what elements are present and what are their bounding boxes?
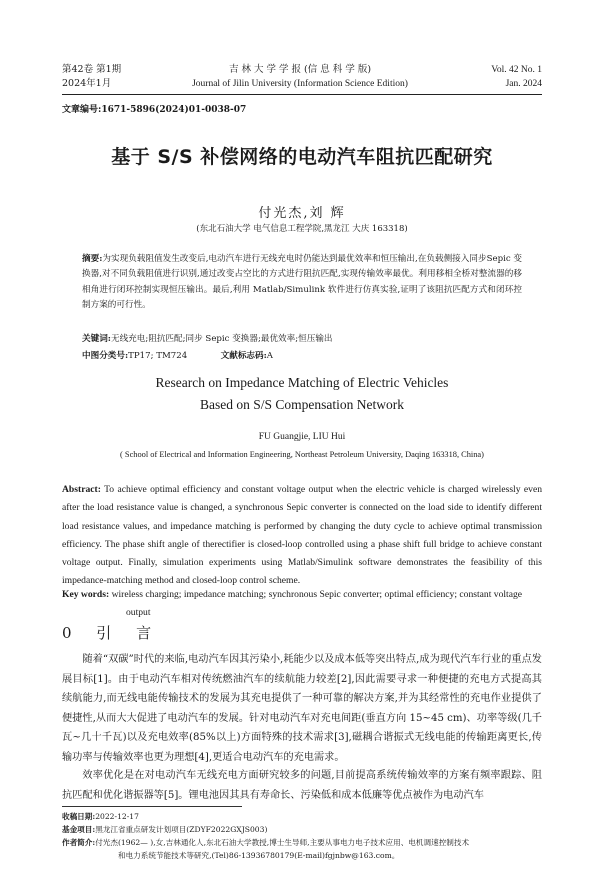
authors-cn: 付光杰,刘 辉 xyxy=(258,206,346,221)
header-center xyxy=(150,63,450,91)
author-bio-line1: 付光杰(1962— ),女,吉林通化人,东北石油大学教授,博士生导师,主要从事电力电子技术应用、电机调速控制技术 xyxy=(95,838,470,847)
intro-paragraph-1: 随着“双碳”时代的来临,电动汽车因其污染小,耗能少以及成本低等突出特点,成为现代汽车行业的重点发展目标[1]。由于电动汽车相对传统燃油汽车的续航能力较差[2],因此需要寻求一种便捷的充电方式提高其续航能力,而无线电能传输技术的发展为其充电提供了一种可靠的解决方案,并为其经常性的充电作业提供了便捷性,从而大大促进了电动汽车的发展。针对电动汽车对充电间距(垂直方向 15~45 cm)、功率等级(几千瓦~几十千瓦)以及充电效率(85%以上)方面特殊的技术需求[3],磁耦合谐振式无线电能的传输距离更长,传输功率与传输效率也更为理想[4],更适合电动汽车的充电需求。 xyxy=(62,654,542,763)
classification-cn xyxy=(82,349,273,361)
footnote-fund xyxy=(62,823,542,836)
abstract-en xyxy=(62,481,542,591)
received-label: 收稿日期: xyxy=(62,812,96,821)
section-heading-introduction: 0 引 言 xyxy=(62,624,162,642)
author-bio-label: 作者简介: xyxy=(62,838,96,847)
received-date: 2022-12-17 xyxy=(95,812,139,821)
title-en-line1: Research on Impedance Matching of Electric Vehicles xyxy=(155,375,449,390)
doc-code-label: 文献标志码: xyxy=(220,351,267,361)
intro-paragraph-2: 效率优化是在对电动汽车无线充电方面研究较多的问题,目前提高系统传输效率的方案有频率跟踪、阻抗匹配和优化谐振器等[5]。锂电池因其具有寿命长、污染低和成本低廉等优点被作为电动汽车 xyxy=(62,770,542,801)
journal-name-cn: 吉 林 大 学 学 报 (信 息 科 学 版) xyxy=(228,64,372,75)
keywords-en-label: Key words: xyxy=(62,589,110,600)
abstract-cn-label: 摘要: xyxy=(82,254,103,264)
keywords-en xyxy=(62,586,542,622)
abstract-cn-text: 为实现负载阻值发生改变后,电动汽车进行无线充电时仍能达到最优效率和恒压输出,在负载侧接入同步Sepic 变换器,对不同负载阻值进行识别,通过改变占空比的方式进行阻抗匹配,实现传输效率最优。利用移相全桥对整流器的移相角进行闭环控制实现恒压输出。最后,利用 Matlab/Simulink 软件进行仿真实验,证明了该阻抗匹配方式和闭环控制方案的可行性。 xyxy=(82,254,522,311)
date-en: Jan. 2024 xyxy=(505,79,542,89)
title-cn: 基于 S/S 补偿网络的电动汽车阻抗匹配研究 xyxy=(111,146,493,168)
footnotes xyxy=(62,810,542,862)
abstract-en-text: To achieve optimal efficiency and constant voltage output when the electric vehicle is charged wirelessly even after the load resistance value is changed, a synchronous Sepic converter is connected on the load side to identify different load resistance values, and impedance matching is performed by changing the duty cycle to achieve optimal transmission efficiency. The phase shift angle of therectifier is closed-loop controlled using a phase shift full bridge to achieve constant voltage output. Finally, simulation experiments using Matlab/Simulink software demonstrates the feasibility of this impedance-matching method and closed-loop control scheme. xyxy=(62,484,542,587)
abstract-en-label: Abstract: xyxy=(62,484,101,495)
date-cn: 2024年1月 xyxy=(62,78,112,89)
header-right xyxy=(491,63,542,91)
header-rule xyxy=(62,94,542,95)
keywords-cn-text: 无线充电;阻抗匹配;同步 Sepic 变换器;最优效率;恒压输出 xyxy=(110,334,333,344)
header-left xyxy=(62,63,121,91)
keywords-cn-label: 关键词: xyxy=(82,334,111,344)
footnote-received xyxy=(62,810,542,823)
keywords-en-text: wireless charging; impedance matching; synchronous Sepic converter; optimal efficiency; constant voltage output xyxy=(111,589,523,618)
fund-label: 基金项目: xyxy=(62,825,96,834)
footnote-author xyxy=(62,836,542,849)
clc-label: 中图分类号: xyxy=(82,351,129,361)
affiliation-en: ( School of Electrical and Information Engineering, Northeast Petroleum University, Daqing 163318, China) xyxy=(120,450,484,459)
keywords-cn xyxy=(82,332,522,344)
journal-name-en: Journal of Jilin University (Information Science Edition) xyxy=(192,79,408,89)
affiliation-cn: (东北石油大学 电气信息工程学院,黑龙江 大庆 163318) xyxy=(196,224,408,234)
clc-value: TP17; TM724 xyxy=(128,351,188,361)
title-en xyxy=(62,372,542,416)
fund-text: 黑龙江省重点研发计划项目(ZDYF2022GXJS003) xyxy=(95,825,268,834)
article-number: 文章编号:1671-5896(2024)01-0038-07 xyxy=(62,105,247,115)
abstract-cn xyxy=(82,252,522,314)
volume-cn: 第42卷 第1期 xyxy=(62,64,122,75)
authors-en: FU Guangjie, LIU Hui xyxy=(258,432,346,442)
footnote-rule xyxy=(62,806,242,807)
volume-en: Vol. 42 No. 1 xyxy=(491,65,542,75)
doc-code-value: A xyxy=(266,351,274,361)
author-bio-line2: 和电力系统节能技术等研究,(Tel)86-13936780179(E-mail)fgjnbw@163.com。 xyxy=(118,851,400,860)
title-en-line2: Based on S/S Compensation Network xyxy=(200,397,404,412)
